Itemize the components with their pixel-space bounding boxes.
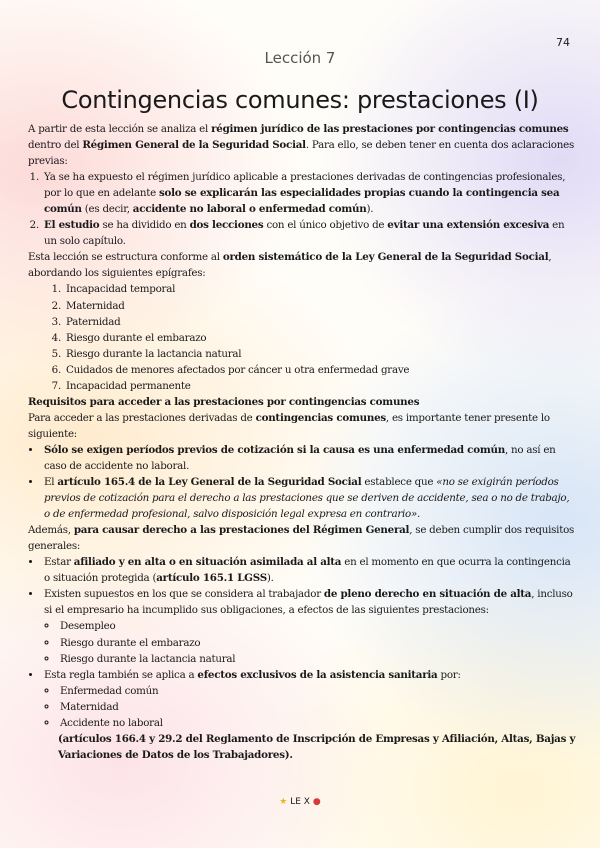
sub-item: ◦ Riesgo durante la lactancia natural xyxy=(58,651,576,667)
star-icon: ★ xyxy=(279,797,288,807)
bullet-item: • Estar afiliado y en alta o en situación asimilada al alta en el momento en que ocurra la contingencia o situación protegida (artículo 165.1 LGSS). xyxy=(42,554,576,586)
clarification-item: 1. Ya se ha expuesto el régimen jurídico aplicable a prestaciones derivadas de contingencias profesionales, por lo que en adelante solo se explicarán las especialidades propias cuando la contingencia sea común (es decir, accidente no laboral o enfermedad común). xyxy=(42,169,576,217)
clarification-item: 2. El estudio se ha dividido en dos lecciones con el único objetivo de evitar una extensión excesiva en un solo capítulo. xyxy=(42,217,576,249)
sub-item: ◦ Desempleo xyxy=(58,618,576,634)
clarifications-list xyxy=(28,169,576,249)
articles-note: (artículos 166.4 y 29.2 del Reglamento de Inscripción de Empresas y Afiliación, Altas, Bajas y Variaciones de Datos de los Trabajadores). xyxy=(58,732,576,761)
epigraph-item: 3. Paternidad xyxy=(64,314,576,330)
epigraph-item: 7. Incapacidad permanente xyxy=(64,378,576,394)
section-heading: Requisitos para acceder a las prestaciones por contingencias comunes xyxy=(28,395,420,408)
general-requirements-paragraph: Además, para causar derecho a las prestaciones del Régimen General, se deben cumplir dos requisitos generales: xyxy=(28,524,575,553)
sub-item: ◦ Riesgo durante el embarazo xyxy=(58,635,576,651)
bullet-item: • Sólo se exigen períodos previos de cotización si la causa es una enfermedad común, no así en caso de accidente no laboral. xyxy=(42,442,576,474)
intro-paragraph: A partir de esta lección se analiza el régimen jurídico de las prestaciones por contingencias comunes dentro del Régimen General de la Seguridad Social. Para ello, se deben tener en cuenta dos aclaraciones previas: xyxy=(28,123,574,168)
epigraph-item: 5. Riesgo durante la lactancia natural xyxy=(64,346,576,362)
drop-icon: ● xyxy=(312,797,321,807)
epigraph-item: 6. Cuidados de menores afectados por cáncer u otra enfermedad grave xyxy=(64,362,576,378)
epigraph-item: 1. Incapacidad temporal xyxy=(64,281,576,297)
epigraphs-list xyxy=(28,281,576,393)
epigraph-item: 4. Riesgo durante el embarazo xyxy=(64,330,576,346)
sub-item: ◦ Maternidad xyxy=(58,699,576,715)
lesson-label: Lección 7 xyxy=(264,49,336,67)
sub-list xyxy=(44,683,576,731)
epigraph-item: 2. Maternidad xyxy=(64,298,576,314)
bullet-item: • Existen supuestos en los que se considera al trabajador de pleno derecho en situación de alta, incluso si el empresario ha incumplido sus obligaciones, a efectos de las siguientes prestaciones: ◦ Desempleo ◦ Riesgo durante el embarazo ◦ Riesgo durante la lactancia natural xyxy=(42,586,576,666)
sub-item: ◦ Enfermedad común xyxy=(58,683,576,699)
footer-logo xyxy=(0,797,600,807)
lesson-content xyxy=(28,121,576,763)
requirements-list xyxy=(28,554,576,731)
bullet-item: • Esta regla también se aplica a efectos exclusivos de la asistencia sanitaria por: ◦ Enfermedad común ◦ Maternidad ◦ Accidente no laboral xyxy=(42,667,576,731)
section-intro: Para acceder a las prestaciones derivadas de contingencias comunes, es importante tener presente lo siguiente: xyxy=(28,411,550,440)
sub-item: ◦ Accidente no laboral xyxy=(58,715,576,731)
bullet-item: • El artículo 165.4 de la Ley General de la Seguridad Social establece que «no se exigirán períodos previos de cotización para el derecho a las prestaciones que se deriven de accidente, sea o no de trabajo, o de enfermedad profesional, salvo disposición legal expresa en contrario». xyxy=(42,474,576,522)
cotizacion-points xyxy=(28,442,576,522)
structure-paragraph: Esta lección se estructura conforme al orden sistemático de la Ley General de la Seguridad Social, abordando los siguientes epígrafes: xyxy=(28,251,552,280)
page-number: 74 xyxy=(556,36,570,49)
page-title: Contingencias comunes: prestaciones (I) xyxy=(61,86,539,114)
sub-list xyxy=(44,618,576,666)
brand-text: LE X xyxy=(290,797,310,807)
